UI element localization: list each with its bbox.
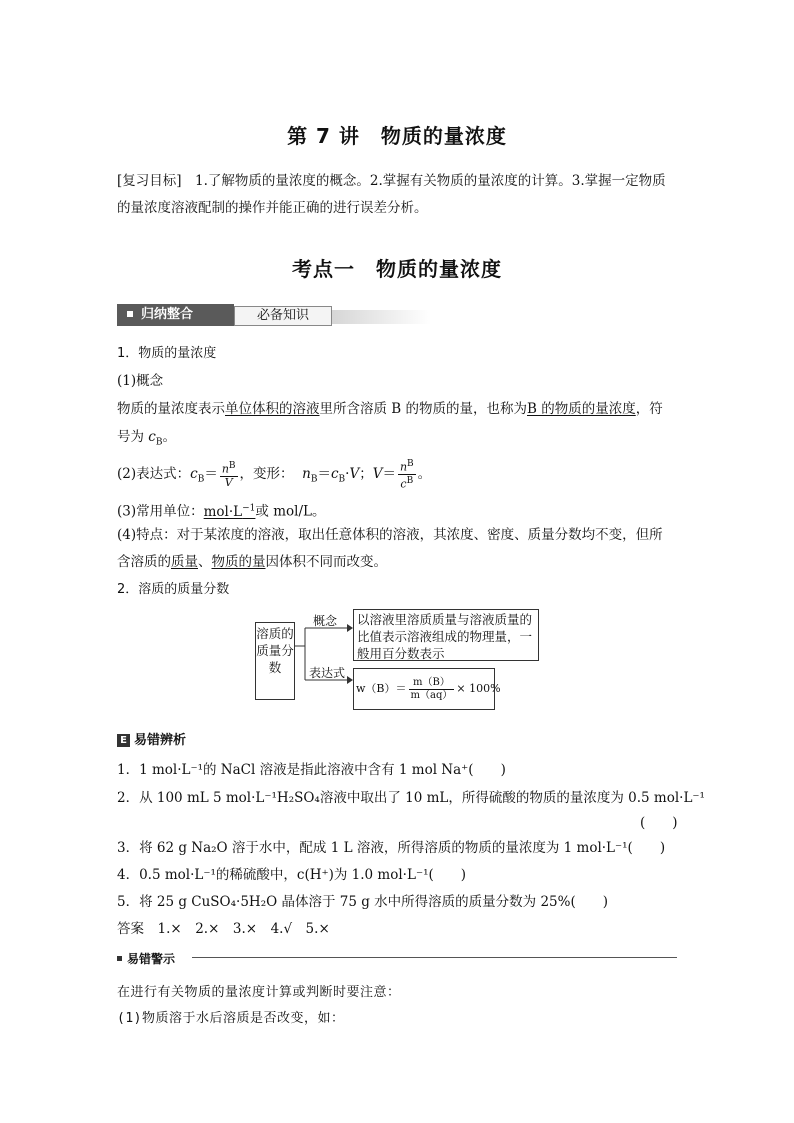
pitfall-item-4: 4．0.5 mol·L⁻¹的稀硫酸中，c(H⁺)为 1.0 mol·L⁻¹( ) bbox=[117, 867, 467, 883]
concept-line-1: 物质的量浓度表示单位体积的溶液里所含溶质 B 的物质的量，也称为B 的物质的量浓度，符 bbox=[117, 401, 663, 417]
item1-heading: 1．物质的量浓度 bbox=[117, 346, 217, 361]
review-goals-text: 1.了解物质的量浓度的概念。2.掌握有关物质的量浓度的计算。3.掌握一定物质的量浓度溶液配制的操作并能正确的进行误差分析。 bbox=[117, 173, 666, 216]
square-bullet-icon bbox=[127, 311, 133, 317]
diagram-left-box: 溶质的质量分数 bbox=[255, 622, 295, 700]
underline-mass: 质量 bbox=[171, 554, 198, 570]
underline-unit: $mol\cdot L^{-1}$ bbox=[203, 503, 256, 520]
pitfall-item-3: 3．将 62 g Na₂O 溶于水中，配成 1 L 溶液，所得溶质的物质的量浓度为 1 mol·L⁻¹( ) bbox=[117, 840, 666, 856]
section-title: 考点一 物质的量浓度 bbox=[292, 257, 502, 281]
underline-term-unit-volume: 单位体积的溶液 bbox=[225, 401, 320, 417]
banner-dark-label: 归纳整合 bbox=[141, 307, 194, 322]
pitfall-item-2: 2．从 100 mL 5 mol·L⁻¹H₂SO₄溶液中取出了 10 mL，所得硫酸的物质的量浓度为 0.5 mol·L⁻¹ bbox=[117, 790, 705, 806]
underline-term-b-concentration: B 的物质的量浓度 bbox=[527, 401, 636, 417]
pitfall-item-1: 1．1 mol·L⁻¹的 NaCl 溶液是指此溶液中含有 1 mol Na⁺( ) bbox=[117, 762, 506, 778]
pitfalls-header bbox=[117, 731, 186, 751]
pitfalls-icon: E bbox=[117, 734, 130, 747]
concept-line-2: 号为 $c_B$。 bbox=[117, 429, 176, 448]
review-goals bbox=[117, 168, 679, 222]
diagram-concept-box: 以溶液里溶质质量与溶液质量的比值表示溶液组成的物理量，一般用百分数表示 bbox=[353, 609, 539, 661]
feature-line-2: 含溶质的质量、物质的量因体积不同而改变。 bbox=[117, 554, 387, 570]
warning-line-1: 在进行有关物质的量浓度计算或判断时要注意： bbox=[117, 985, 401, 1000]
knowledge-banner bbox=[117, 304, 431, 326]
diagram-formula-box: w（B）＝ $\frac{m(B)}{m(aq)}$ × 100% bbox=[353, 668, 495, 710]
warning-rule bbox=[192, 957, 677, 958]
pitfall-item-5: 5．将 25 g CuSO₄·5H₂O 晶体溶于 75 g 水中所得溶质的质量分数为 25%( ) bbox=[117, 894, 608, 910]
warning-title: 易错警示 bbox=[127, 952, 176, 966]
underline-amount: 物质的量 bbox=[211, 554, 266, 570]
mass-fraction-diagram bbox=[255, 606, 545, 716]
fraction-nb-over-cb: $\frac{n^B}{c^B}$ bbox=[399, 459, 414, 491]
diagram-branch-expression: 表达式 bbox=[309, 666, 346, 680]
unit-line: (3)常用单位：$mol\cdot L^{-1}$或 mol/L。 bbox=[117, 503, 326, 520]
warning-line-2: (1)物质溶于水后溶质是否改变，如： bbox=[117, 1011, 345, 1026]
item2-heading: 2．溶质的质量分数 bbox=[117, 582, 230, 597]
pitfalls-title: 易错辨析 bbox=[134, 733, 187, 748]
banner-fade-decoration bbox=[332, 310, 431, 324]
warning-bullet-icon bbox=[117, 956, 122, 961]
pitfall-item-2-bracket: ( ) bbox=[640, 815, 678, 831]
banner-dark-tab bbox=[117, 304, 234, 326]
concept-label: (1)概念 bbox=[117, 373, 164, 389]
formula-fraction: $\frac{m(B)}{m(aq)}$ bbox=[410, 676, 453, 701]
diagram-branch-concept: 概念 bbox=[313, 614, 338, 628]
review-goals-label: [复习目标] bbox=[117, 173, 182, 189]
pitfalls-answer: 答案 1.× 2.× 3.× 4.√ 5.× bbox=[117, 921, 330, 937]
lesson-title: 第 7 讲 物质的量浓度 bbox=[287, 124, 507, 148]
fraction-nb-over-v: $\frac{n^B}{V}$ bbox=[221, 461, 236, 489]
feature-line-1: (4)特点：对于某浓度的溶液，取出任意体积的溶液，其浓度、密度、质量分数均不变，但所 bbox=[117, 527, 663, 543]
banner-light-tab: 必备知识 bbox=[234, 306, 332, 326]
expression-line: (2)表达式：$c_B=$ $\frac{n^B}{V}$ ，变形： $n_B=c_B\cdot V$；V＝ $\frac{n^B}{c^B}$ 。 bbox=[117, 459, 432, 491]
warning-header bbox=[117, 948, 677, 966]
